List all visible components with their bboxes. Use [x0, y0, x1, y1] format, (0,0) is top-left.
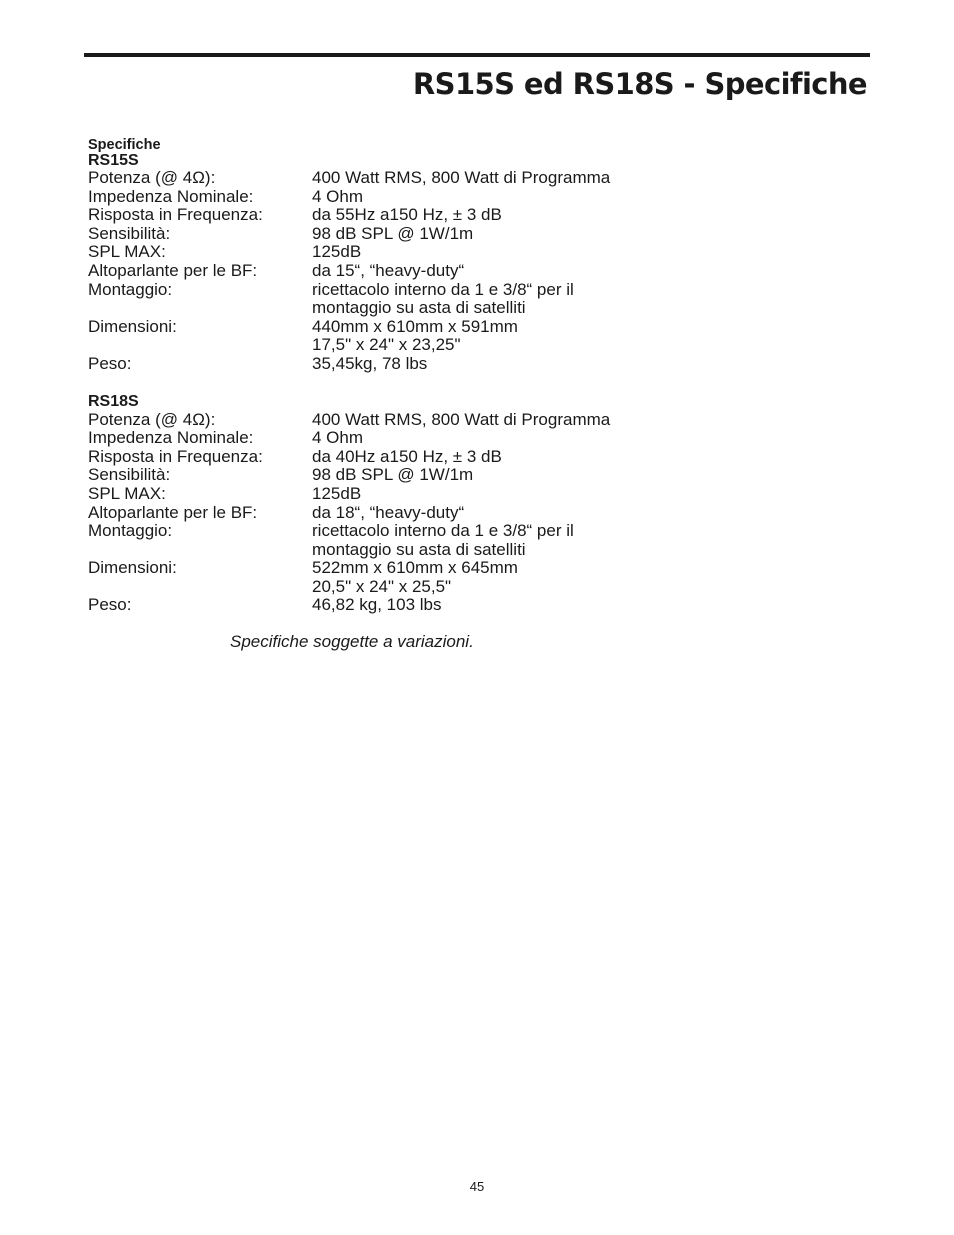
- spec-label: SPL MAX:: [88, 483, 166, 503]
- spec-label: Dimensioni:: [88, 558, 177, 578]
- page-title: RS15S ed RS18S - Specifiche: [412, 67, 867, 101]
- spec-label: SPL MAX:: [88, 242, 166, 262]
- spec-label: Potenza (@ 4Ω):: [88, 409, 216, 429]
- spec-value: 98 dB SPL @ 1W/1m: [312, 223, 474, 243]
- spec-row-power: [88, 411, 788, 430]
- spec-label: Montaggio:: [88, 521, 173, 541]
- spec-label: Risposta in Frequenza:: [88, 205, 263, 225]
- spec-row-frequency-response: [88, 206, 788, 225]
- spec-label: Potenza (@ 4Ω):: [88, 168, 216, 187]
- spec-row-frequency-response: [88, 448, 788, 467]
- spec-value: da 40Hz a150 Hz, ± 3 dB: [312, 446, 502, 466]
- spec-value: 98 dB SPL @ 1W/1m: [312, 465, 474, 485]
- spec-row-impedance: [88, 429, 788, 448]
- spec-list-rs15s: [88, 169, 788, 374]
- spec-label: Risposta in Frequenza:: [88, 446, 263, 466]
- model-heading-rs18s: RS18S: [88, 392, 139, 410]
- spec-value: 4 Ohm: [312, 186, 364, 206]
- spec-row-weight: [88, 596, 788, 615]
- spec-value: 522mm x 610mm x 645mm 20,5" x 24" x 25,5": [312, 558, 518, 596]
- section-heading: Specifiche: [88, 137, 161, 153]
- spec-row-mounting: [88, 522, 788, 559]
- spec-row-dimensions: [88, 559, 788, 596]
- spec-value: 4 Ohm: [312, 428, 364, 448]
- spec-label: Peso:: [88, 353, 132, 373]
- model-heading-rs15s: RS15S: [88, 152, 139, 169]
- spec-label: Montaggio:: [88, 279, 173, 299]
- spec-row-weight: [88, 355, 788, 374]
- spec-label: Sensibilità:: [88, 223, 171, 243]
- spec-value: da 18“, “heavy-duty“: [312, 502, 465, 522]
- spec-row-impedance: [88, 188, 788, 207]
- spec-row-sensitivity: [88, 225, 788, 244]
- spec-value: 125dB: [312, 242, 362, 262]
- spec-label: Altoparlante per le BF:: [88, 502, 258, 522]
- spec-content: [88, 138, 788, 652]
- spec-value: da 15“, “heavy-duty“: [312, 260, 465, 280]
- spec-row-mounting: [88, 281, 788, 318]
- spec-label: Sensibilità:: [88, 465, 171, 485]
- spec-value: da 55Hz a150 Hz, ± 3 dB: [312, 205, 502, 225]
- spec-label: Altoparlante per le BF:: [88, 260, 258, 280]
- spec-value: 440mm x 610mm x 591mm 17,5" x 24" x 23,25": [312, 316, 518, 355]
- spec-label: Dimensioni:: [88, 316, 177, 336]
- page-number: 45: [469, 1179, 485, 1194]
- spec-value: ricettacolo interno da 1 e 3/8“ per il montaggio su asta di satelliti: [312, 279, 574, 318]
- spec-row-woofer: [88, 262, 788, 281]
- spec-label: Peso:: [88, 595, 132, 615]
- spec-row-sensitivity: [88, 466, 788, 485]
- spec-value: 46,82 kg, 103 lbs: [312, 595, 442, 615]
- spec-row-spl-max: [88, 485, 788, 504]
- spec-row-dimensions: [88, 318, 788, 355]
- spec-value: ricettacolo interno da 1 e 3/8“ per il montaggio su asta di satelliti: [312, 521, 574, 559]
- spec-value: 400 Watt RMS, 800 Watt di Programma: [312, 168, 611, 187]
- header-rule: [84, 53, 870, 57]
- spec-row-spl-max: [88, 243, 788, 262]
- spec-value: 35,45kg, 78 lbs: [312, 353, 428, 373]
- spec-value: 125dB: [312, 483, 362, 503]
- spec-list-rs18s: [88, 411, 788, 616]
- spec-row-woofer: [88, 504, 788, 523]
- spec-value: 400 Watt RMS, 800 Watt di Programma: [312, 409, 611, 429]
- specifications-note: Specifiche soggette a variazioni.: [230, 632, 474, 652]
- spec-row-power: [88, 169, 788, 188]
- spec-label: Impedenza Nominale:: [88, 186, 254, 206]
- spec-label: Impedenza Nominale:: [88, 428, 254, 448]
